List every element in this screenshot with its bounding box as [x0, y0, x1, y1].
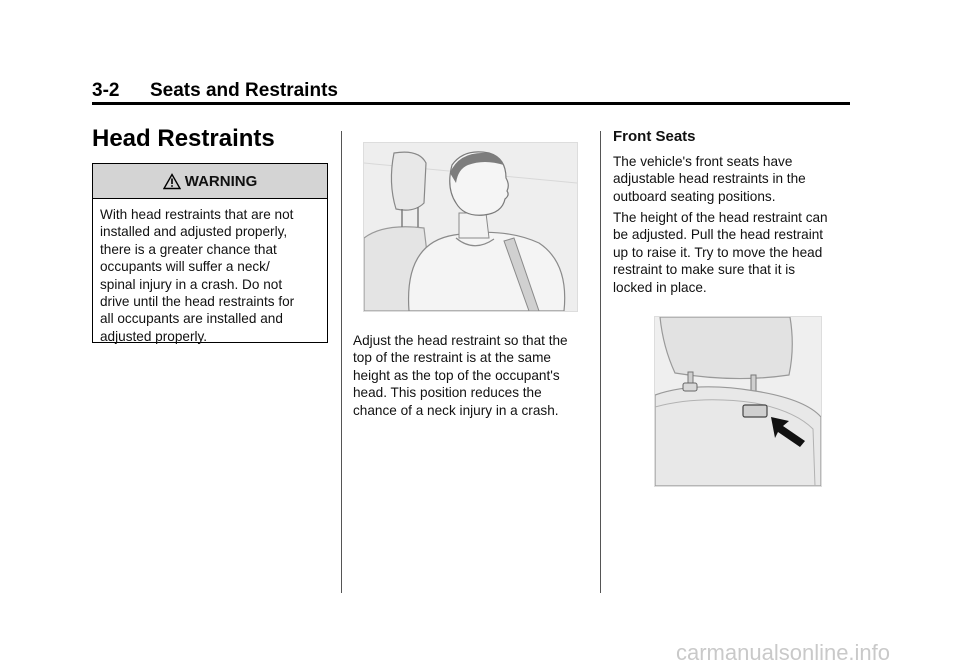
warning-line: spinal injury in a crash. Do not: [100, 276, 283, 292]
text-line: adjustable head restraints in the: [613, 171, 806, 187]
warning-line: all occupants are installed and: [100, 311, 283, 327]
page-number: 3-2: [92, 80, 120, 101]
front-seats-title: Front Seats: [613, 128, 696, 145]
header-rule: [92, 102, 850, 105]
text-line: height as the top of the occupant's: [353, 367, 560, 383]
page-title: Head Restraints: [92, 125, 275, 152]
text-line: top of the restraint is at the same: [353, 350, 551, 366]
text-line: head. This position reduces the: [353, 385, 542, 401]
occupant-head-restraint-illustration: [363, 142, 578, 312]
warning-header: [93, 164, 327, 199]
warning-line: installed and adjusted properly,: [100, 224, 288, 240]
text-line: locked in place.: [613, 279, 707, 295]
text-line: be adjusted. Pull the head restraint: [613, 227, 824, 243]
warning-line: With head restraints that are not: [100, 207, 294, 222]
warning-triangle-icon: [163, 173, 181, 190]
warning-line: adjusted properly.: [100, 328, 208, 344]
text-line: up to raise it. Try to move the head: [613, 244, 823, 260]
running-header: [92, 80, 850, 102]
front-seats-paragraph-2: [613, 209, 828, 296]
warning-line: there is a greater chance that: [100, 241, 277, 257]
warning-line: occupants will suffer a neck/: [100, 259, 270, 275]
warning-text: [93, 199, 327, 345]
section-name: Seats and Restraints: [150, 80, 338, 101]
column-divider-right: [600, 131, 601, 593]
warning-label: WARNING: [184, 172, 258, 190]
head-restraint-button-illustration: [654, 316, 822, 487]
text-line: The vehicle's front seats have: [613, 154, 793, 169]
warning-box: [92, 163, 328, 343]
watermark: carmanualsonline.info: [676, 640, 891, 665]
text-line: outboard seating positions.: [613, 188, 776, 204]
text-line: Adjust the head restraint so that the: [353, 333, 568, 348]
column-divider-left: [341, 131, 342, 593]
warning-line: drive until the head restraints for: [100, 294, 295, 310]
text-line: The height of the head restraint can: [613, 210, 828, 225]
text-line: chance of a neck injury in a crash.: [353, 402, 559, 418]
text-line: restraint to make sure that it is: [613, 262, 796, 278]
middle-paragraph: [353, 332, 568, 419]
front-seats-paragraph-1: [613, 153, 806, 205]
